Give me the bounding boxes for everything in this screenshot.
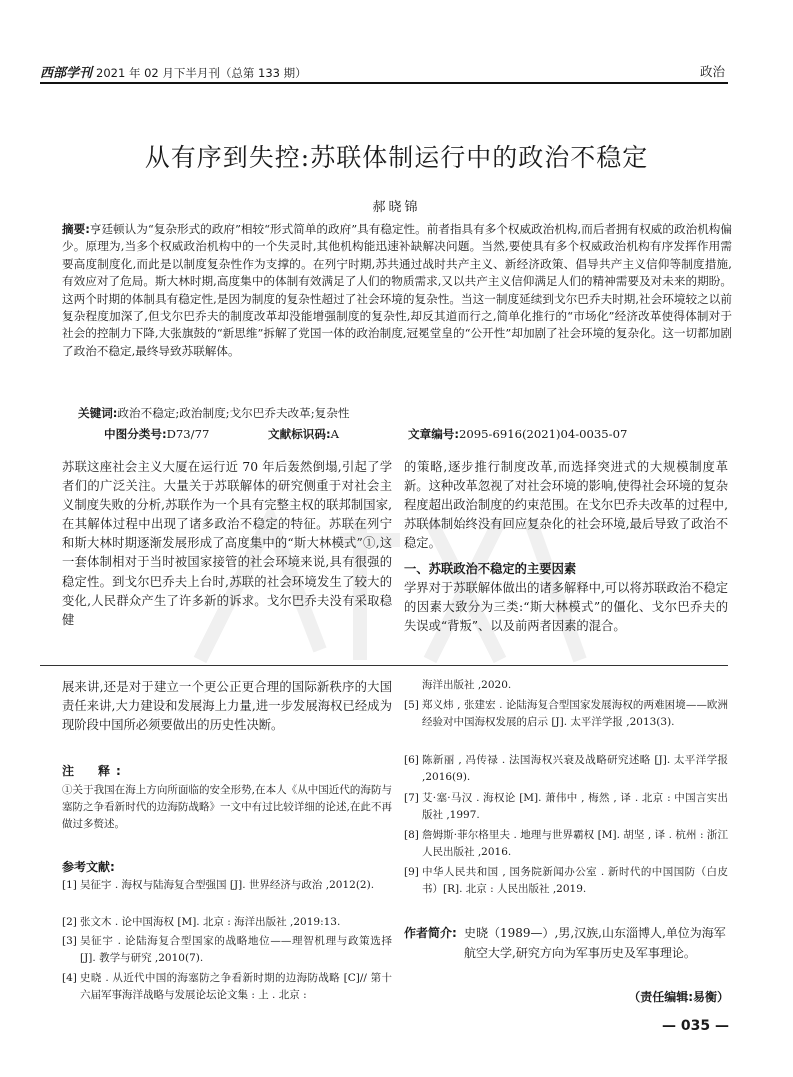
keywords-label: 关键词: bbox=[78, 406, 118, 420]
doc-code bbox=[268, 426, 339, 442]
body-column-2-continued: 学界对于苏联解体做出的诸多解释中,可以将苏联政治不稳定的因素大致分为三类:“斯大林模式”的僵化、戈尔巴乔夫的失误或“背叛”、以及前两者因素的混合。 bbox=[404, 581, 728, 634]
page-number: — 035 — bbox=[662, 1018, 729, 1034]
reference-text: 中华人民共和国 , 国务院新闻办公室 . 新时代的中国国防（白皮书）[R]. 北京 : 人民出版社 ,2019. bbox=[422, 866, 728, 895]
reference-number: [6] bbox=[404, 754, 419, 766]
reference-item bbox=[62, 877, 392, 894]
journal-name: 西部学刊 bbox=[40, 66, 93, 81]
issue-info: 2021 年 02 月下半月刊（总第 133 期） bbox=[96, 66, 307, 80]
doc-value: A bbox=[330, 427, 339, 441]
reference-continuation bbox=[404, 677, 728, 694]
article-separator bbox=[40, 665, 728, 666]
article-value: 2095-6916(2021)04-0035-07 bbox=[459, 427, 628, 441]
reference-text: 吴征宇 . 海权与陆海复合型强国 [J]. 世界经济与政治 ,2012(2). bbox=[80, 879, 375, 891]
body-column-1: 苏联这座社会主义大厦在运行近 70 年后轰然倒塌,引起了学者们的广泛关注。大量关于苏联解体的研究侧重于对社会主义制度失败的分析,苏联作为一个具有完整主权的联邦制国家,在其解体过程中出现了诸多政治不稳定的特征。苏联在列宁和斯大林时期逐渐发展形成了高度集中的“斯大林模式”①,这一套体制相对于当时被国家接管的社会环境来说,具有很强的稳定性。到戈尔巴乔夫上台时,苏联的社会环境发生了较大的变化,人民群众产生了许多新的诉求。戈尔巴乔夫没有采取稳健 bbox=[62, 460, 392, 627]
running-header bbox=[40, 62, 307, 81]
reference-number: [8] bbox=[404, 829, 419, 841]
reference-number: [2] bbox=[62, 916, 77, 928]
reference-text: 吴征宇 . 论陆海复合型国家的战略地位——理智机理与政策选择 [J]. 教学与研究 ,2010(7). bbox=[80, 935, 392, 964]
reference-item bbox=[404, 697, 728, 730]
clc-value: D73/77 bbox=[166, 427, 210, 441]
article-title: 从有序到失控:苏联体制运行中的政治不稳定 bbox=[144, 143, 649, 172]
reference-text: 艾·塞·马汉 . 海权论 [M]. 萧伟中 , 梅然 , 译 . 北京 : 中国言实出版社 ,1997. bbox=[422, 792, 728, 821]
article-author: 郝晓锦 bbox=[372, 200, 421, 215]
reference-number: [3] bbox=[62, 935, 77, 947]
note-item: ①关于我国在海上方向所面临的安全形势,在本人《从中国近代的海防与塞防之争看新时代的边海防战略》一文中有过比较详细的论述,在此不再做过多赘述。 bbox=[62, 784, 392, 830]
section-heading: 一、苏联政治不稳定的主要因素 bbox=[404, 562, 577, 576]
references-heading: 参考文献: bbox=[62, 860, 115, 874]
previous-article-tail: 展来讲,还是对于建立一个更公正更合理的国际新秩序的大国责任来讲,大力建设和发展海上力量,进一步发展海权已经成为现阶段中国所必须要做出的历史性决断。 bbox=[62, 680, 392, 733]
section-label: 政治 bbox=[699, 64, 725, 79]
reference-item bbox=[404, 790, 728, 823]
reference-text: 陈新丽 , 冯传禄 . 法国海权兴衰及战略研究述略 [J]. 太平洋学报 ,2016(9). bbox=[422, 754, 728, 783]
reference-number: [4] bbox=[62, 972, 77, 984]
reference-item bbox=[404, 827, 728, 860]
reference-number: [5] bbox=[404, 699, 419, 711]
abstract bbox=[62, 221, 732, 360]
reference-text: 海洋出版社 ,2020. bbox=[422, 679, 512, 691]
keywords bbox=[78, 405, 349, 421]
body-column-2: 的策略,逐步推行制度改革,而选择突进式的大规模制度革新。这种改革忽视了对社会环境的影响,使得社会环境的复杂程度超出政治制度的约束范围。在戈尔巴乔夫改革的过程中,苏联体制始终没有回应复杂化的社会环境,最后导致了政治不稳定。 bbox=[404, 460, 728, 551]
reference-item bbox=[404, 752, 728, 785]
bio-text: 史晓（1989—）,男,汉族,山东淄博人,单位为海军航空大学,研究方向为军事历史及军事理论。 bbox=[464, 926, 726, 960]
reference-number: [9] bbox=[404, 866, 419, 878]
reference-item bbox=[404, 864, 728, 897]
reference-text: 郑义炜 , 张建宏 . 论陆海复合型国家发展海权的两难困境——欧洲经验对中国海权发展的启示 [J]. 太平洋学报 ,2013(3). bbox=[422, 699, 728, 728]
reference-text: 史晓 . 从近代中国的海塞防之争看新时期的边海防战略 [C]// 第十六届军事海洋战略与发展论坛论文集 : 上 . 北京 : bbox=[80, 972, 392, 1001]
responsible-editor: （责任编辑:易衡） bbox=[628, 990, 729, 1004]
doc-label: 文献标识码: bbox=[268, 427, 331, 441]
article-number bbox=[408, 426, 627, 442]
reference-text: 张文木 . 论中国海权 [M]. 北京 : 海洋出版社 ,2019:13. bbox=[80, 916, 341, 928]
clc-label: 中图分类号: bbox=[104, 427, 167, 441]
reference-item bbox=[62, 933, 392, 966]
bio-label: 作者简介: bbox=[404, 926, 457, 940]
clc-number bbox=[104, 426, 209, 442]
header-rule bbox=[40, 82, 728, 84]
reference-item bbox=[62, 970, 392, 1003]
article-label: 文章编号: bbox=[408, 427, 460, 441]
abstract-label: 摘要: bbox=[62, 222, 90, 236]
abstract-text: 亨廷顿认为“复杂形式的政府”相较“形式简单的政府”具有稳定性。前者指具有多个权威政治机构,而后者拥有权威的政治机构偏少。原理为,当多个权威政治机构中的一个失灵时,其他机构能迅速补缺解决问题。当然,要使具有多个权威政治机构有序发挥作用需要高度制度化,而此是以制度复杂性作为支撑的。在列宁时期,苏共通过战时共产主义、新经济政策、倡导共产主义信仰等制度措施,有效应对了危局。斯大林时期,高度集中的体制有效满足了人们的物质需求,又以共产主义信仰满足人们的精神需要及对未来的期盼。这两个时期的体制具有稳定性,是因为制度的复杂性超过了社会环境的复杂性。当这一制度延续到戈尔巴乔夫时期,社会环境较之以前复杂程度加深了,但戈尔巴乔夫的制度改革却没能增强制度的复杂性,却反其道而行之,简单化推行的“市场化”经济改革使得体制对于社会的控制力下降,大张旗鼓的“新思维”拆解了党国一体的政治制度,冠冕堂皇的“公开性”却加剧了社会环境的复杂化。这一切都加剧了政治不稳定,最终导致苏联解体。 bbox=[62, 222, 732, 358]
reference-text: 詹姆斯·菲尔格里夫 . 地理与世界霸权 [M]. 胡坚 , 译 . 杭州 : 浙江人民出版社 ,2016. bbox=[422, 829, 728, 858]
keywords-text: 政治不稳定;政治制度;戈尔巴乔夫改革;复杂性 bbox=[117, 406, 350, 420]
reference-number: [1] bbox=[62, 879, 77, 891]
reference-item bbox=[62, 914, 392, 931]
author-bio bbox=[404, 923, 728, 963]
notes-heading: 注 释: bbox=[62, 764, 127, 778]
reference-number: [7] bbox=[404, 792, 419, 804]
